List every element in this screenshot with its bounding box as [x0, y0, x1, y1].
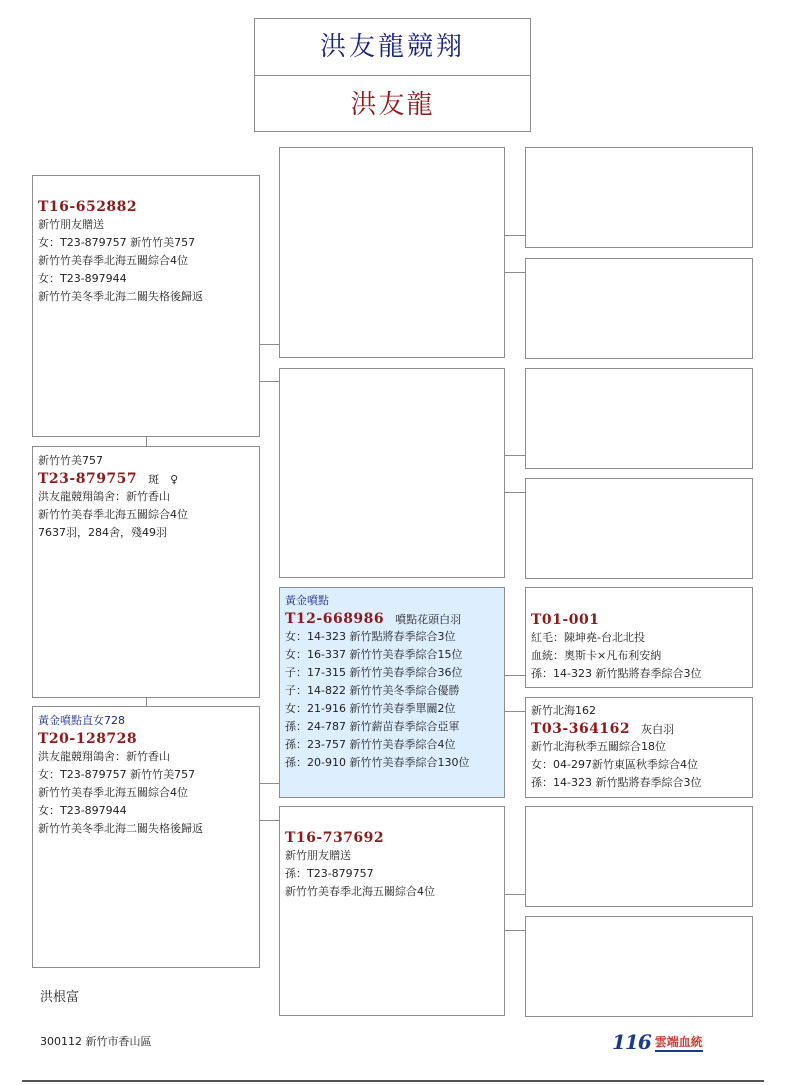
- dam-dam-line: 新竹竹美春季北海五關綜合4位: [285, 885, 435, 898]
- dam-id: T20-128728: [38, 731, 138, 747]
- dam-sire-line: 孫：24-787 新竹薪苗春季綜合亞軍: [285, 720, 460, 733]
- connector: [505, 711, 525, 712]
- connector: [146, 698, 147, 706]
- owner-title: 洪友龍: [350, 90, 435, 120]
- sire-line: 新竹朋友贈送: [38, 218, 104, 231]
- sire-sire-card: [279, 147, 505, 358]
- dam-dam-line: 孫：T23-879757: [285, 867, 374, 880]
- dam-prefix: 黃金噴點直女728: [38, 714, 125, 727]
- ds-sire-text: [531, 611, 701, 683]
- breeder-address: 300112 新竹市香山區: [40, 1035, 152, 1048]
- connector: [505, 930, 525, 931]
- connector: [260, 381, 279, 382]
- gg-card-8: [525, 916, 753, 1017]
- dam-sire-line: 孫：20-910 新竹竹美春季綜合130位: [285, 756, 470, 769]
- title-box: [254, 18, 531, 132]
- ds-dam-prefix: 新竹北海162: [531, 704, 596, 717]
- dam-sire-line: 子：17-315 新竹竹美春季綜合36位: [285, 666, 463, 679]
- subject-line: 新竹竹美春季北海五關綜合4位: [38, 508, 188, 521]
- dam-sire-id: T12-668986: [285, 611, 385, 627]
- gg-card-2: [525, 258, 753, 359]
- ds-dam-line: 新竹北海秋季五關綜合18位: [531, 740, 666, 753]
- ds-sire-line: 孫：14-323 新竹點將春季綜合3位: [531, 667, 702, 680]
- ds-dam-id: T03-364162: [531, 721, 631, 737]
- connector: [505, 272, 525, 273]
- gg-card-7: [525, 806, 753, 907]
- breeder-name: 洪根富: [40, 990, 80, 1005]
- dam-dam-id: T16-737692: [285, 830, 385, 846]
- dam-text: [38, 712, 203, 838]
- bottom-divider: [22, 1080, 764, 1082]
- connector: [505, 235, 525, 236]
- brand-number: 116: [612, 1030, 651, 1054]
- dam-sire-text: [285, 592, 469, 772]
- subject-line: 洪友龍競翔鴿舍：新竹香山: [38, 490, 170, 503]
- dam-sire-line: 女：16-337 新竹竹美春季綜合15位: [285, 648, 463, 661]
- dam-sire-line: 子：14-822 新竹竹美冬季綜合優勝: [285, 684, 460, 697]
- gg-card-3: [525, 368, 753, 469]
- brand-logo: [612, 1030, 703, 1054]
- subject-text: [38, 452, 188, 542]
- ds-sire-line: 紅毛：陳坤堯-台北北投: [531, 631, 645, 644]
- subject-prefix: 新竹竹美757: [38, 454, 103, 467]
- connector: [505, 492, 525, 493]
- sire-id: T16-652882: [38, 199, 138, 215]
- sire-line: 新竹竹美春季北海五關綜合4位: [38, 254, 188, 267]
- subject-tag: 斑 ♀: [148, 473, 179, 486]
- gg-card-4: [525, 478, 753, 579]
- sire-line: 新竹竹美冬季北海二關失格後歸返: [38, 290, 203, 303]
- gg-card-1: [525, 147, 753, 248]
- brand-text: 雲端血統: [655, 1033, 703, 1052]
- connector: [260, 820, 279, 821]
- dam-line: 女：T23-879757 新竹竹美757: [38, 768, 196, 781]
- ds-sire-line: 血統：奧斯卡×凡布利安納: [531, 649, 662, 662]
- dam-line: 洪友龍競翔鴿舍：新竹香山: [38, 750, 170, 763]
- sire-line: 女：T23-897944: [38, 272, 127, 285]
- dam-line: 新竹竹美冬季北海二關失格後歸返: [38, 822, 203, 835]
- connector: [146, 437, 147, 446]
- subject-id: T23-879757: [38, 471, 138, 487]
- connector: [505, 894, 525, 895]
- ds-dam-text: [531, 702, 701, 792]
- dam-dam-line: 新竹朋友贈送: [285, 849, 351, 862]
- connector: [505, 455, 525, 456]
- sire-dam-card: [279, 368, 505, 578]
- dam-line: 女：T23-897944: [38, 804, 127, 817]
- ds-dam-line: 孫：14-323 新竹點將春季綜合3位: [531, 776, 702, 789]
- dam-sire-line: 孫：23-757 新竹竹美春季綜合4位: [285, 738, 456, 751]
- dam-sire-line: 女：21-916 新竹竹美春季單關2位: [285, 702, 456, 715]
- connector: [260, 783, 279, 784]
- dam-dam-text: [285, 829, 435, 901]
- ds-dam-line: 女：04-297新竹東區秋季綜合4位: [531, 758, 698, 771]
- dam-sire-tag: 噴點花頭白羽: [395, 613, 462, 626]
- connector: [505, 675, 525, 676]
- subject-line: 7637羽，284舍，殘49羽: [38, 526, 167, 539]
- connector: [260, 344, 279, 345]
- sire-line: 女：T23-879757 新竹竹美757: [38, 236, 196, 249]
- ds-sire-id: T01-001: [531, 612, 600, 628]
- dam-sire-prefix: 黃金噴點: [285, 594, 329, 607]
- dam-line: 新竹竹美春季北海五關綜合4位: [38, 786, 188, 799]
- loft-title: 洪友龍競翔: [255, 19, 530, 76]
- ds-dam-tag: 灰白羽: [641, 723, 675, 736]
- dam-sire-line: 女：14-323 新竹點將春季綜合3位: [285, 630, 456, 643]
- sire-text: [38, 198, 203, 306]
